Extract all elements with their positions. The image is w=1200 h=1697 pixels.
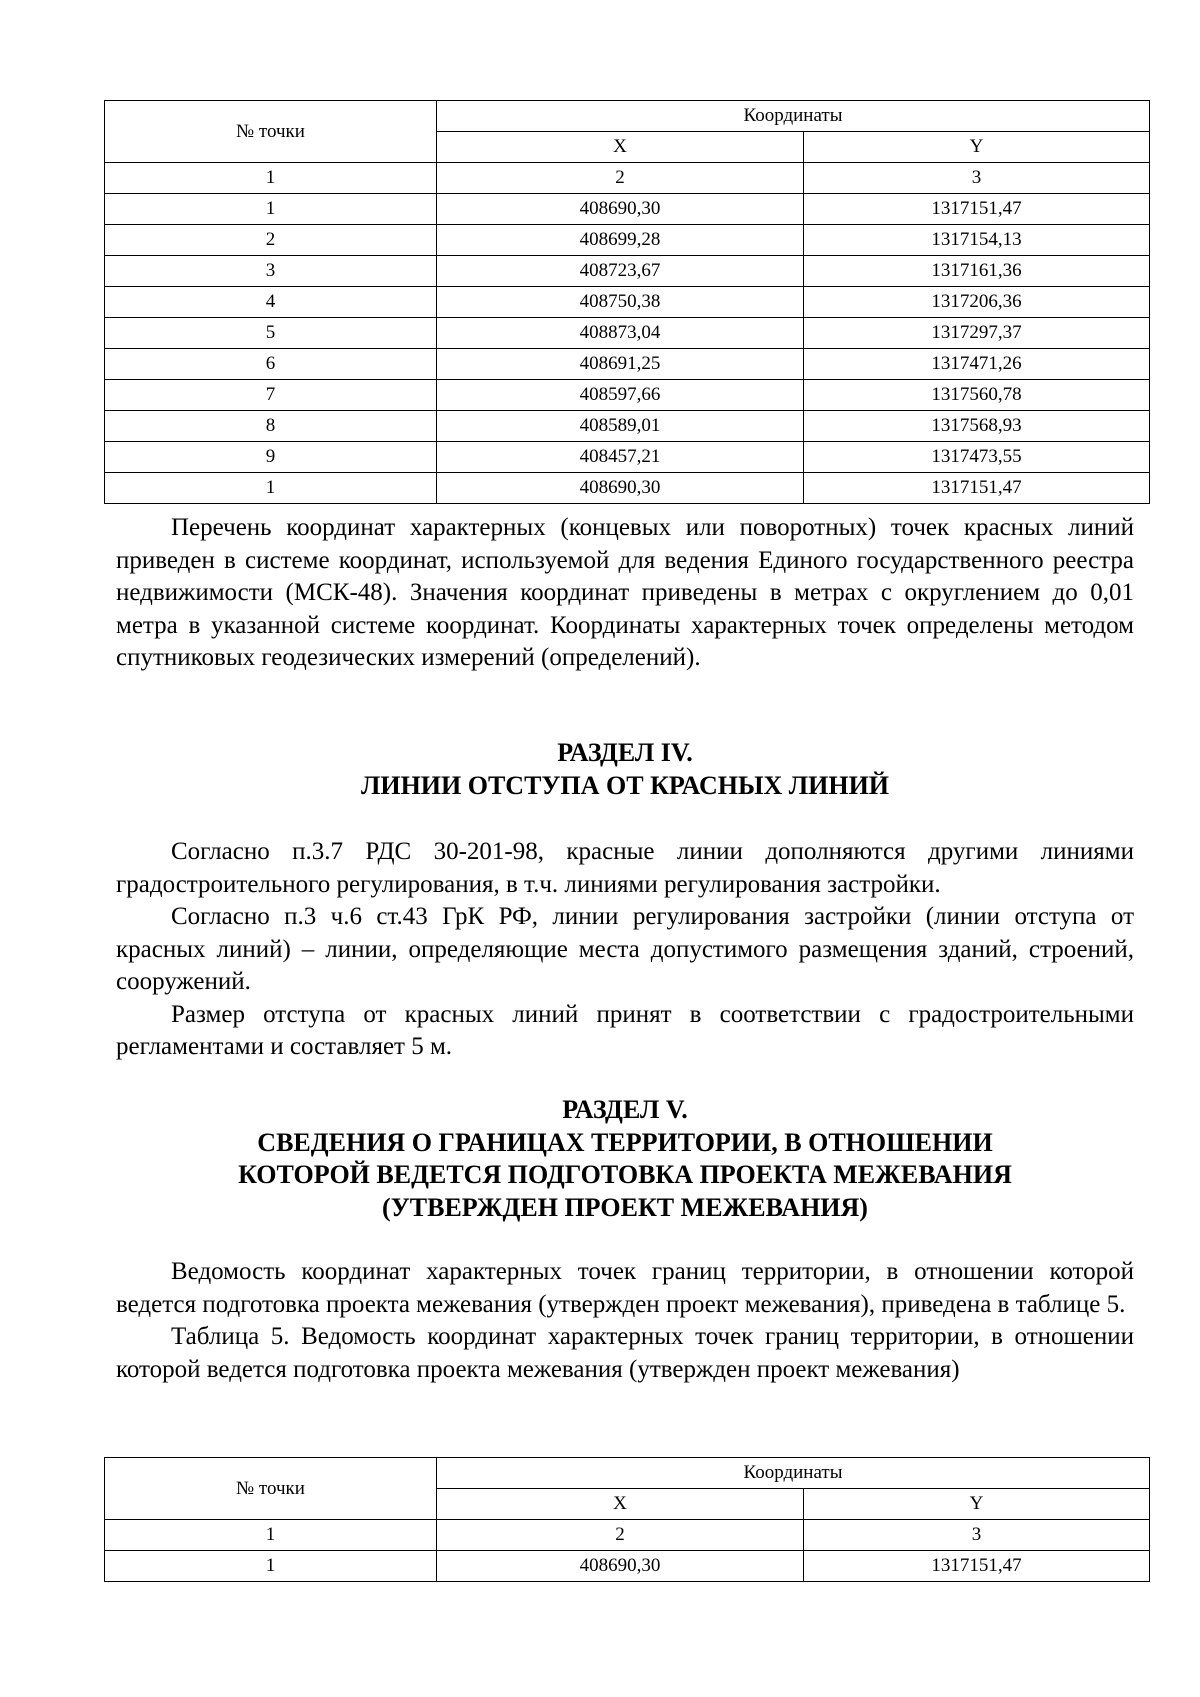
y-cell: 1317560,78 (804, 380, 1150, 411)
table-body (105, 1458, 1150, 1582)
table-row (105, 225, 1150, 256)
section-4-paragraph: Согласно п.3 ч.6 ст.43 ГрК РФ, линии регулирования застройки (линии отступа от красных линий) – линии, определяющие места допустимого размещения зданий, строений, сооружений. (116, 903, 1134, 995)
x-cell: 408589,01 (437, 411, 804, 442)
table-row (105, 318, 1150, 349)
y-cell: 1317473,55 (804, 442, 1150, 473)
y-cell: 1317151,47 (804, 473, 1150, 504)
section-4-paragraph: Согласно п.3.7 РДС 30-201-98, красные линии дополняются другими линиями градостроительного регулирования, в т.ч. линиями регулирования застройки. (116, 838, 1134, 898)
y-cell: 1317297,37 (804, 318, 1150, 349)
table-row (105, 194, 1150, 225)
column-number: 3 (804, 1520, 1150, 1551)
coordinates-note-paragraph: Перечень координат характерных (концевых или поворотных) точек красных линий приведен в системе координат, используемой для ведения Единого государственного реестра недвижимости (МСК-48). Значения координат приведены в метрах с округлением до 0,01 метра в указанной системе координат. Координаты характерных точек определены методом спутниковых геодезических измерений (определений). (116, 514, 1134, 671)
point-number-header: № точки (105, 1458, 437, 1520)
y-cell: 1317151,47 (804, 194, 1150, 225)
section-5-paragraph: Ведомость координат характерных точек границ территории, в отношении которой ведется подготовка проекта межевания (утвержден проект межевания), приведена в таблице 5. (116, 1258, 1134, 1318)
point-number-cell: 8 (105, 411, 437, 442)
x-cell: 408690,30 (437, 194, 804, 225)
coordinates-header: Координаты (437, 1458, 1150, 1489)
point-number-cell: 3 (105, 256, 437, 287)
table-header-row (105, 101, 1150, 132)
point-number-cell: 2 (105, 225, 437, 256)
y-cell: 1317568,93 (804, 411, 1150, 442)
x-cell: 408699,28 (437, 225, 804, 256)
table-row (105, 1551, 1150, 1582)
y-cell: 1317206,36 (804, 287, 1150, 318)
point-number-cell: 6 (105, 349, 437, 380)
column-number: 3 (804, 163, 1150, 194)
section-5-number: РАЗДЕЛ V. (562, 1095, 688, 1124)
table-header-row (105, 1458, 1150, 1489)
table-body (105, 101, 1150, 504)
table-row (105, 411, 1150, 442)
section-4-title: ЛИНИИ ОТСТУПА ОТ КРАСНЫХ ЛИНИЙ (360, 770, 890, 800)
x-cell: 408690,30 (437, 1551, 804, 1582)
column-number-row (105, 1520, 1150, 1551)
column-number: 2 (437, 163, 804, 194)
x-header: X (437, 132, 804, 163)
y-cell: 1317151,47 (804, 1551, 1150, 1582)
x-cell: 408690,30 (437, 473, 804, 504)
point-number-cell: 4 (105, 287, 437, 318)
point-number-cell: 1 (105, 473, 437, 504)
point-number-cell: 5 (105, 318, 437, 349)
table-row (105, 442, 1150, 473)
column-number: 2 (437, 1520, 804, 1551)
table-5-caption: Таблица 5. Ведомость координат характерных точек границ территории, в отношении которой ведется подготовка проекта межевания (утвержден проект межевания) (116, 1323, 1134, 1383)
coordinates-table-top (104, 100, 1150, 504)
point-number-cell: 7 (105, 380, 437, 411)
x-cell: 408691,25 (437, 349, 804, 380)
point-number-cell: 1 (105, 194, 437, 225)
x-cell: 408597,66 (437, 380, 804, 411)
section-5-title-line: (УТВЕРЖДЕН ПРОЕКТ МЕЖЕВАНИЯ) (382, 1192, 868, 1222)
column-number: 1 (105, 163, 437, 194)
section-5-title-line: СВЕДЕНИЯ О ГРАНИЦАХ ТЕРРИТОРИИ, В ОТНОШЕНИИ (257, 1127, 993, 1157)
point-number-cell: 1 (105, 1551, 437, 1582)
x-cell: 408723,67 (437, 256, 804, 287)
table-row (105, 256, 1150, 287)
section-5-body (116, 1256, 1134, 1386)
table-row (105, 287, 1150, 318)
column-number-row (105, 163, 1150, 194)
point-number-header: № точки (105, 101, 437, 163)
x-cell: 408873,04 (437, 318, 804, 349)
table-row (105, 473, 1150, 504)
y-cell: 1317161,36 (804, 256, 1150, 287)
coordinates-table-bottom (104, 1457, 1150, 1582)
section-4-body (116, 836, 1134, 1064)
x-cell: 408750,38 (437, 287, 804, 318)
section-4-paragraph: Размер отступа от красных линий принят в соответствии с градостроительными регламентами и составляет 5 м. (116, 1000, 1134, 1060)
y-cell: 1317154,13 (804, 225, 1150, 256)
y-header: Y (804, 132, 1150, 163)
coordinates-header: Координаты (437, 101, 1150, 132)
y-header: Y (804, 1489, 1150, 1520)
y-cell: 1317471,26 (804, 349, 1150, 380)
point-number-cell: 9 (105, 442, 437, 473)
x-header: X (437, 1489, 804, 1520)
table-row (105, 380, 1150, 411)
section-4-heading (116, 737, 1134, 802)
coordinates-note-block (116, 512, 1134, 675)
section-5-heading (116, 1094, 1134, 1224)
column-number: 1 (105, 1520, 437, 1551)
section-4-number: РАЗДЕЛ IV. (557, 738, 693, 767)
table-row (105, 349, 1150, 380)
section-5-title-line: КОТОРОЙ ВЕДЕТСЯ ПОДГОТОВКА ПРОЕКТА МЕЖЕВАНИЯ (238, 1160, 1012, 1189)
x-cell: 408457,21 (437, 442, 804, 473)
